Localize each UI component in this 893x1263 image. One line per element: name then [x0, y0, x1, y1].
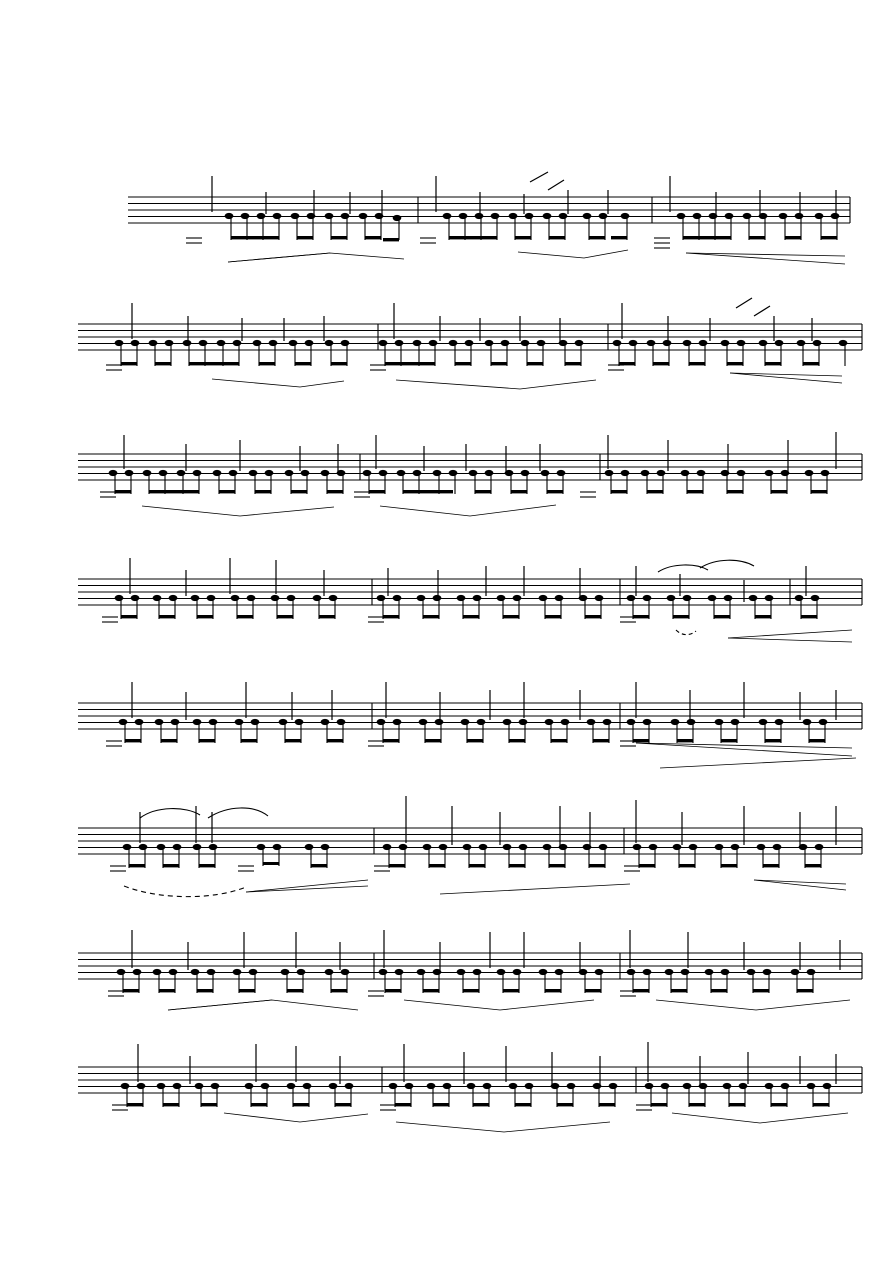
- system-2: [78, 298, 862, 389]
- system-1: [128, 172, 850, 264]
- system-6: [78, 796, 862, 897]
- system-3: [78, 432, 862, 516]
- system-4: [78, 558, 862, 642]
- system-8: [78, 1042, 862, 1132]
- system-7: [78, 930, 862, 1010]
- system-5: [78, 682, 862, 768]
